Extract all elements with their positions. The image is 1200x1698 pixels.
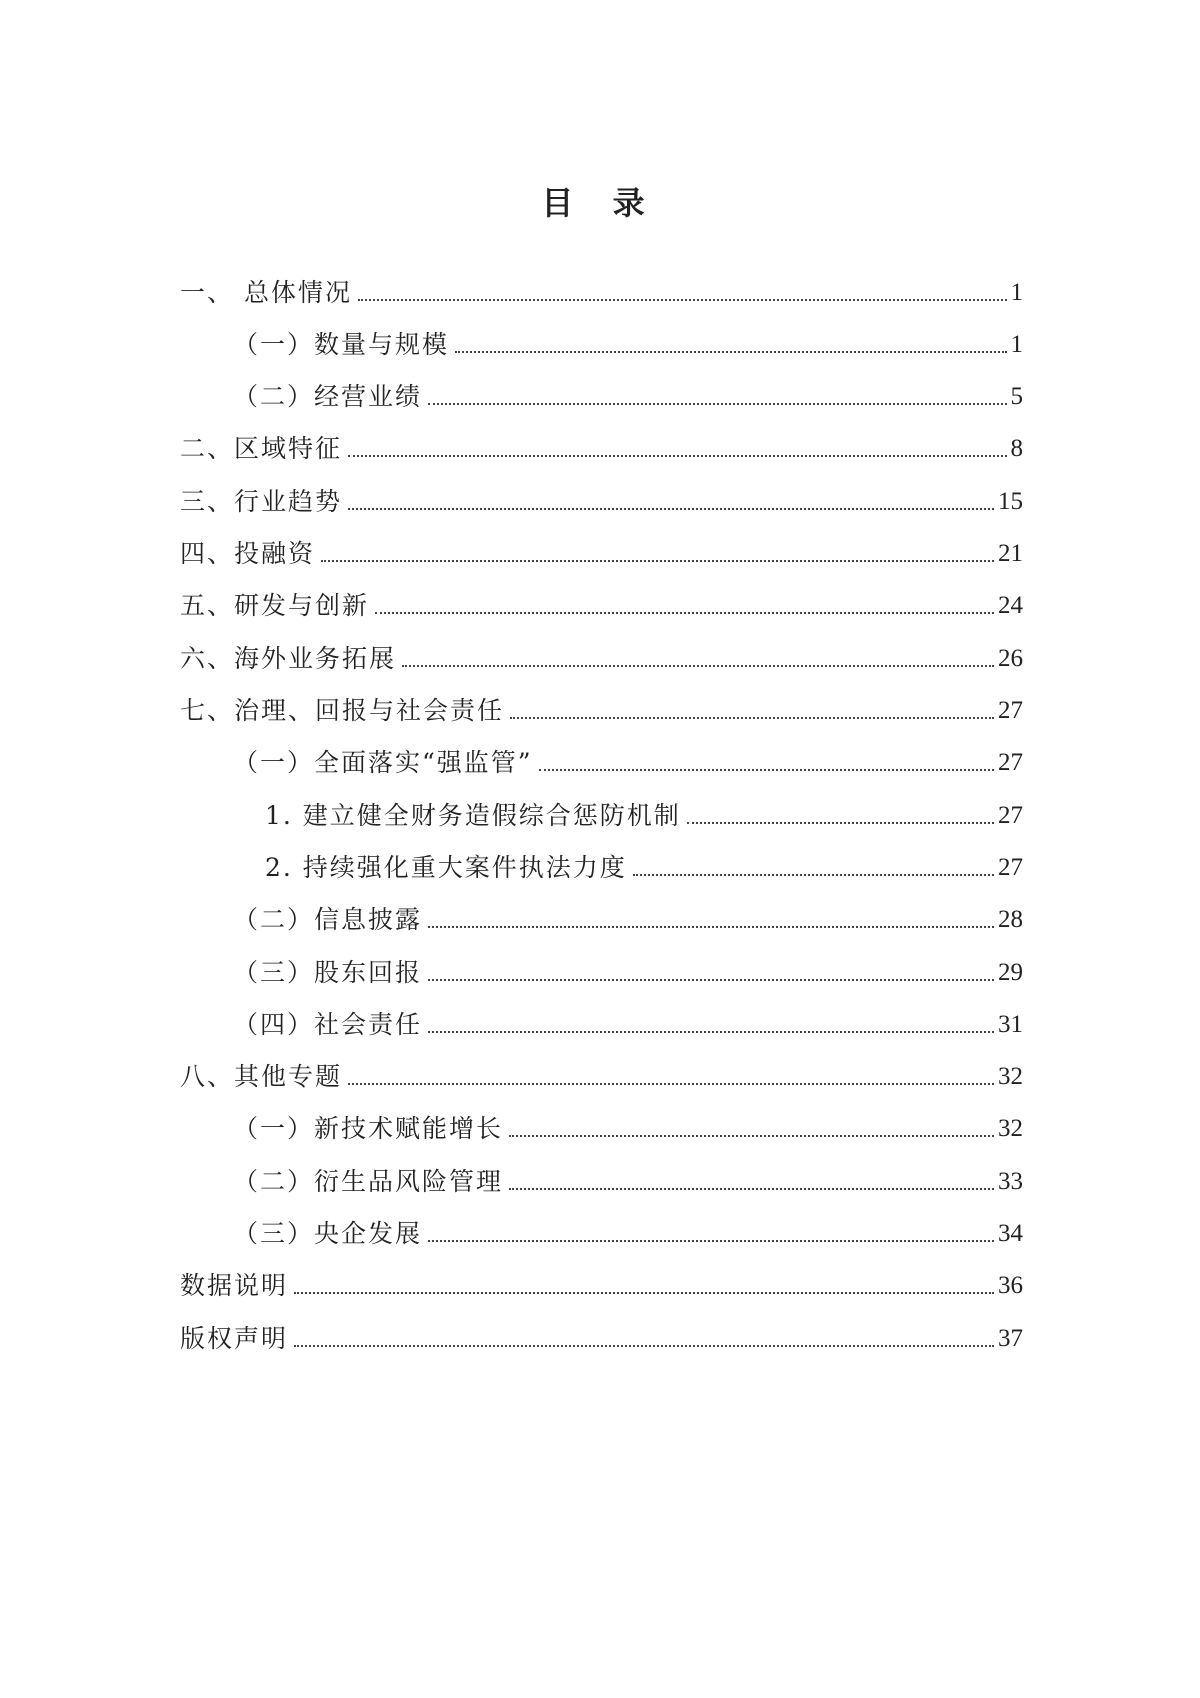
toc-entry[interactable]	[180, 372, 1023, 412]
dot-leader	[455, 350, 1006, 353]
toc-entry[interactable]	[180, 738, 1023, 778]
dot-leader	[428, 978, 994, 981]
toc-entry-label: 七、治理、回报与社会责任	[180, 696, 505, 725]
toc-entry-label: 1. 建立健全财务造假综合惩防机制	[265, 801, 681, 830]
dot-leader	[687, 821, 994, 824]
toc-entry-label: （一）新技术赋能增长	[233, 1114, 504, 1143]
toc-entry[interactable]	[180, 268, 1023, 308]
toc-entry[interactable]	[180, 424, 1023, 464]
toc-entry-page: 28	[998, 906, 1023, 933]
toc-entry-page: 27	[998, 802, 1023, 829]
toc-entry-label: （二）信息披露	[233, 905, 423, 934]
dot-leader	[510, 716, 994, 719]
toc-entry[interactable]	[180, 1157, 1023, 1197]
toc-entry-page: 31	[998, 1011, 1023, 1038]
dot-leader	[633, 873, 994, 876]
page-title: 目 录	[541, 184, 659, 222]
dot-leader	[348, 1082, 994, 1085]
dot-leader	[428, 402, 1006, 405]
dot-leader	[402, 664, 994, 667]
toc-entry-label: （二）衍生品风险管理	[233, 1167, 504, 1196]
toc-entry[interactable]	[180, 1000, 1023, 1040]
toc-entry-label: 五、研发与创新	[180, 591, 370, 620]
dot-leader	[294, 1291, 994, 1294]
dot-leader	[509, 1134, 994, 1137]
toc-entry-page: 37	[998, 1325, 1023, 1352]
toc-entry-page: 34	[998, 1220, 1023, 1247]
toc-entry-label: （一）全面落实“强监管”	[233, 748, 533, 777]
toc-entry-page: 15	[998, 488, 1023, 515]
dot-leader	[428, 925, 994, 928]
toc-entry-label: 四、投融资	[180, 539, 316, 568]
dot-leader	[358, 298, 1007, 301]
toc-entry-page: 32	[998, 1115, 1023, 1142]
toc-entry-label: 数据说明	[180, 1271, 289, 1300]
toc-entry-label: （三）央企发展	[233, 1219, 423, 1248]
toc-entry-label: 二、区域特征	[180, 434, 343, 463]
toc-entry-label: （二）经营业绩	[233, 382, 423, 411]
toc-entry-label: （一）数量与规模	[233, 330, 450, 359]
toc-entry-label: 三、行业趋势	[180, 487, 343, 516]
toc-entry[interactable]	[180, 320, 1023, 360]
toc-entry-label: 版权声明	[180, 1324, 289, 1353]
toc-entry-label: （三）股东回报	[233, 958, 423, 987]
toc-entry-page: 33	[998, 1168, 1023, 1195]
toc-entry-page: 26	[998, 645, 1023, 672]
toc-entry[interactable]	[180, 791, 1023, 831]
toc-entry-label: （四）社会责任	[233, 1010, 423, 1039]
dot-leader	[428, 1030, 994, 1033]
toc-entry-page: 32	[998, 1063, 1023, 1090]
toc-entry-page: 8	[1010, 435, 1023, 462]
dot-leader	[321, 559, 994, 562]
toc-entry[interactable]	[180, 1314, 1023, 1354]
toc-entry[interactable]	[180, 529, 1023, 569]
dot-leader	[428, 1239, 994, 1242]
toc-entry-page: 1	[1010, 279, 1023, 306]
toc-entry-page: 1	[1010, 331, 1023, 358]
toc-entry[interactable]	[180, 1261, 1023, 1301]
dot-leader	[294, 1344, 994, 1347]
toc-entry-page: 29	[998, 959, 1023, 986]
toc-entry-page: 27	[998, 697, 1023, 724]
toc-entry[interactable]	[180, 581, 1023, 621]
toc-entry[interactable]	[180, 634, 1023, 674]
toc-entry-page: 36	[998, 1272, 1023, 1299]
toc-entry[interactable]	[180, 477, 1023, 517]
toc-entry-label: 2. 持续强化重大案件执法力度	[265, 853, 627, 882]
toc-entry-page: 21	[998, 540, 1023, 567]
toc-entry[interactable]	[180, 686, 1023, 726]
dot-leader	[348, 507, 994, 510]
toc-entry[interactable]	[180, 1104, 1023, 1144]
toc-entry[interactable]	[180, 895, 1023, 935]
dot-leader	[509, 1187, 994, 1190]
toc-entry[interactable]	[180, 1209, 1023, 1249]
toc-entry[interactable]	[180, 843, 1023, 883]
toc-entry-page: 5	[1010, 383, 1023, 410]
toc-entry[interactable]	[180, 1052, 1023, 1092]
dot-leader	[348, 454, 1006, 457]
toc-entry-label: 六、海外业务拓展	[180, 644, 397, 673]
toc-entry-page: 27	[998, 749, 1023, 776]
toc-entry-label: 一、 总体情况	[180, 278, 352, 307]
toc-entry-label: 八、其他专题	[180, 1062, 343, 1091]
toc-entry[interactable]	[180, 948, 1023, 988]
toc-entry-page: 27	[998, 854, 1023, 881]
dot-leader	[539, 768, 994, 771]
dot-leader	[375, 611, 994, 614]
toc-entry-page: 24	[998, 592, 1023, 619]
